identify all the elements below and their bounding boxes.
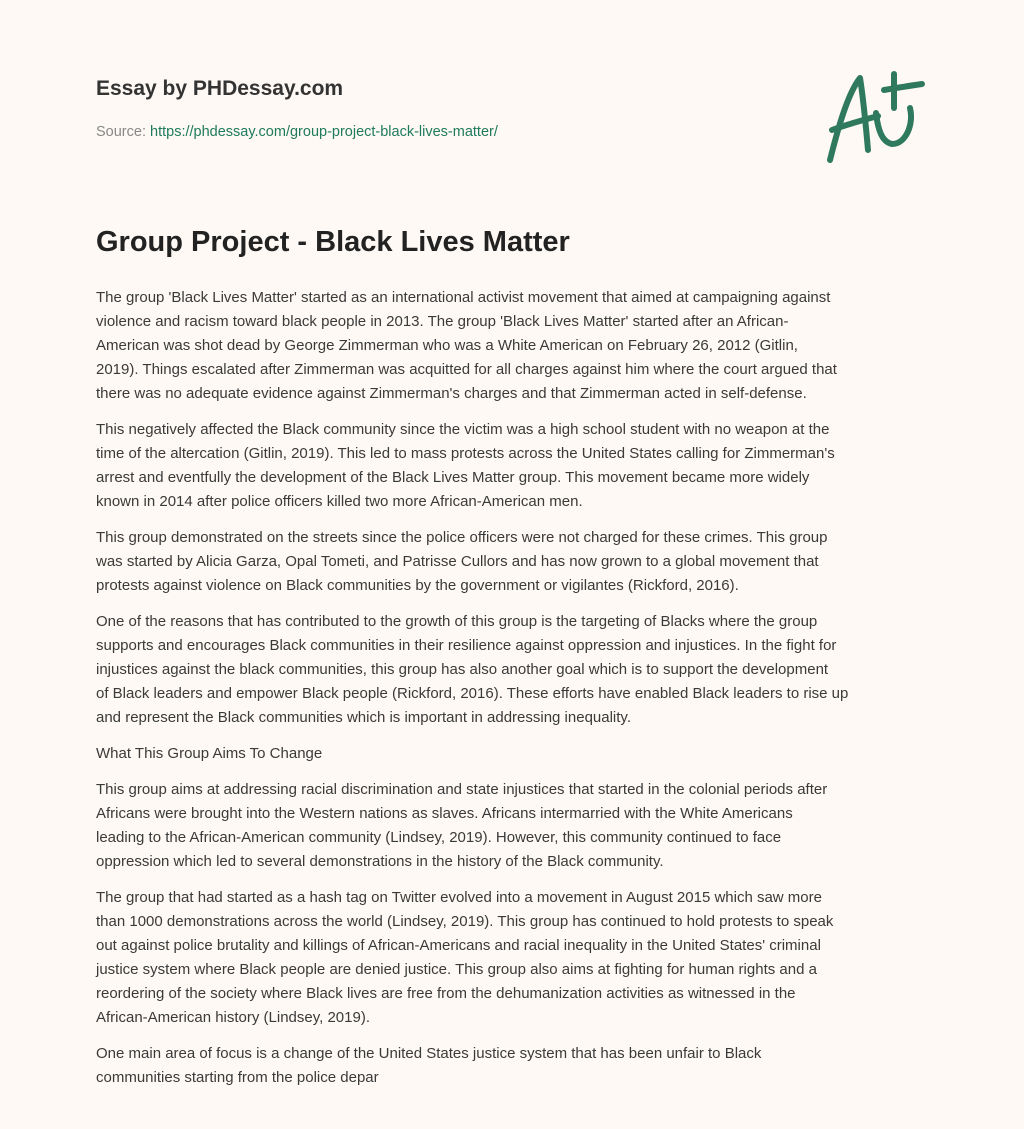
paragraph-line: leading to the African-American community (Lindsey, 2019). However, this community continued to face (96, 829, 782, 846)
essay-paragraph (96, 1042, 936, 1090)
paragraph-line: supports and encourages Black communities in their resilience against oppression and injustices. In the fight for (96, 637, 837, 654)
source-label: Source: (96, 124, 146, 140)
paragraph-line: This negatively affected the Black community since the victim was a high school student with no weapon at the (96, 421, 830, 438)
paragraph-line: One of the reasons that has contributed to the growth of this group is the targeting of Blacks where the group (96, 613, 818, 630)
site-brand: Essay by PHDessay.com (96, 77, 344, 100)
a-plus-logo-icon (818, 68, 928, 168)
essay-paragraph (96, 610, 936, 730)
paragraph-line: 2019). Things escalated after Zimmerman was acquitted for all charges against him where the court argued that (96, 361, 837, 378)
essay-title: Group Project - Black Lives Matter (96, 226, 570, 258)
paragraph-line: out against police brutality and killings of African-Americans and racial inequality in the United States' criminal (96, 937, 821, 954)
paragraph-line: African-American history (Lindsey, 2019). (96, 1009, 370, 1026)
section-subheading: What This Group Aims To Change (96, 745, 323, 762)
paragraph-line: there was no adequate evidence against Zimmerman's charges and that Zimmerman acted in self-defense. (96, 385, 807, 402)
paragraph-line: justice system where Black people are denied justice. This group also aims at fighting for human rights and a (96, 961, 817, 978)
essay-paragraph (96, 778, 936, 874)
paragraph-line: Africans were brought into the Western nations as slaves. Africans intermarried with the White Americans (96, 805, 793, 822)
essay-paragraph (96, 418, 936, 514)
essay-paragraph (96, 526, 936, 598)
paragraph-line: violence and racism toward black people in 2013. The group 'Black Lives Matter' started after an African- (96, 313, 789, 330)
paragraph-line: than 1000 demonstrations across the world (Lindsey, 2019). This group has continued to hold protests to speak (96, 913, 834, 930)
paragraph-line: The group that had started as a hash tag on Twitter evolved into a movement in August 2015 which saw more (96, 889, 822, 906)
paragraph-line: One main area of focus is a change of the United States justice system that has been unfair to Black (96, 1045, 762, 1062)
paragraph-line: injustices against the black communities, this group has also another goal which is to support the development (96, 661, 829, 678)
paragraph-line: American was shot dead by George Zimmerman who was a White American on February 26, 2012 (Gitlin, (96, 337, 798, 354)
paragraph-line: and represent the Black communities which is important in addressing inequality. (96, 709, 631, 726)
paragraph-line: known in 2014 after police officers killed two more African-American men. (96, 493, 583, 510)
paragraph-line: oppression which led to several demonstrations in the history of the Black community. (96, 853, 664, 870)
paragraph-line: communities starting from the police depar (96, 1069, 379, 1086)
source-line (96, 124, 498, 140)
essay-body (96, 286, 936, 1102)
paragraph-line: of Black leaders and empower Black people (Rickford, 2016). These efforts have enabled Black leaders to rise up (96, 685, 849, 702)
paragraph-line: This group demonstrated on the streets since the police officers were not charged for these crimes. This group (96, 529, 828, 546)
paragraph-line: protests against violence on Black communities by the government or vigilantes (Rickford, 2016). (96, 577, 739, 594)
paragraph-line: time of the altercation (Gitlin, 2019). This led to mass protests across the United States calling for Zimmerman's (96, 445, 835, 462)
paragraph-line: arrest and eventfully the development of the Black Lives Matter group. This movement became more widely (96, 469, 810, 486)
paragraph-line: This group aims at addressing racial discrimination and state injustices that started in the colonial periods after (96, 781, 828, 798)
paragraph-line: The group 'Black Lives Matter' started as an international activist movement that aimed at campaigning against (96, 289, 831, 306)
essay-paragraph (96, 886, 936, 1030)
paragraph-line: was started by Alicia Garza, Opal Tometi, and Patrisse Cullors and has now grown to a global movement that (96, 553, 819, 570)
paragraph-line: reordering of the society where Black lives are free from the dehumanization activities as witnessed in the (96, 985, 796, 1002)
source-link[interactable]: https://phdessay.com/group-project-black-lives-matter/ (150, 124, 498, 140)
essay-paragraph (96, 286, 936, 406)
